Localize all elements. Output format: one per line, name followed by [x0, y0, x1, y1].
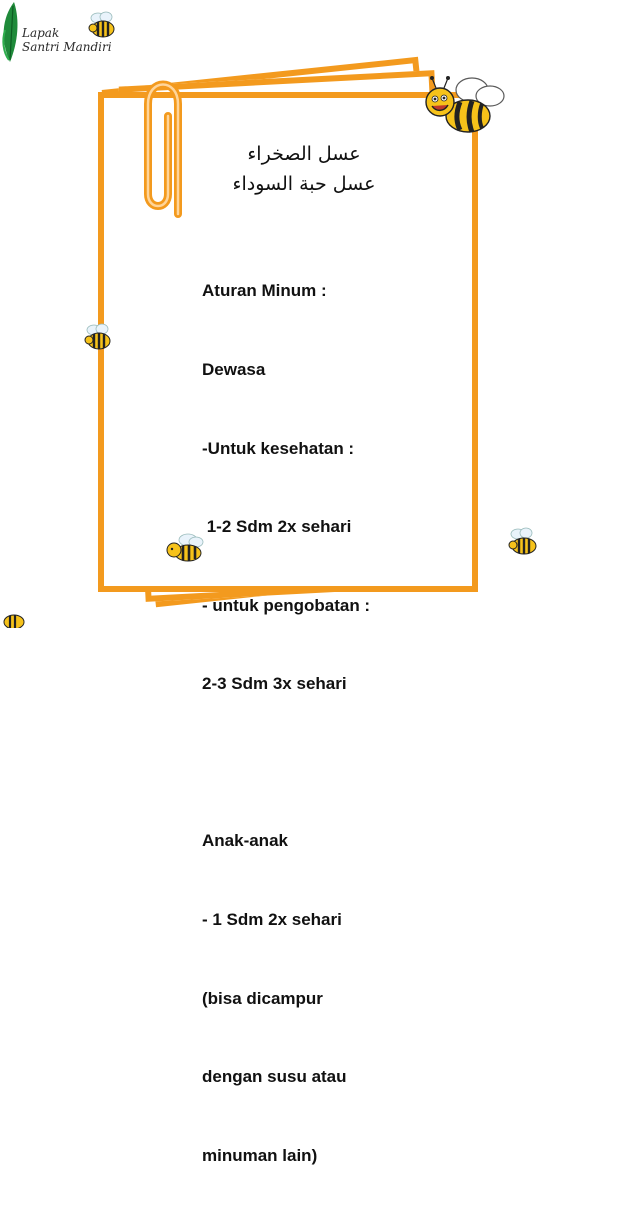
product-title-arabic-1: عسل الصخراء — [247, 143, 361, 165]
adult-health-label: -Untuk kesehatan : — [202, 438, 355, 458]
child-label: Anak-anak — [202, 831, 288, 851]
adult-label: Dewasa — [202, 360, 266, 380]
logo-line-1: Lapak — [22, 26, 60, 40]
child-dose: - 1 Sdm 2x sehari — [202, 910, 342, 930]
bee-icon — [86, 10, 120, 40]
note-line-3: minuman lain) — [202, 1145, 318, 1165]
usage-instructions — [202, 226, 432, 1222]
adult-health-dose: 1-2 Sdm 2x sehari — [202, 517, 352, 537]
section-gap — [202, 750, 432, 776]
note-line-1: (bisa dicampur — [202, 988, 323, 1008]
bee-icon — [0, 610, 28, 628]
bee-icon — [164, 532, 206, 564]
paper-clip-icon — [138, 64, 202, 224]
bee-icon — [506, 526, 542, 558]
note-line-2: dengan susu atau — [202, 1067, 347, 1087]
adult-treatment-dose: 2-3 Sdm 3x sehari — [202, 674, 347, 694]
instructions-heading: Aturan Minum : — [202, 281, 327, 301]
adult-treatment-label: - untuk pengobatan : — [202, 595, 371, 615]
bee-icon — [418, 72, 510, 138]
product-title-arabic-2: عسل حبة السوداء — [232, 173, 376, 195]
logo-line-2: Santri Mandiri — [22, 40, 112, 54]
bee-icon — [82, 322, 116, 352]
